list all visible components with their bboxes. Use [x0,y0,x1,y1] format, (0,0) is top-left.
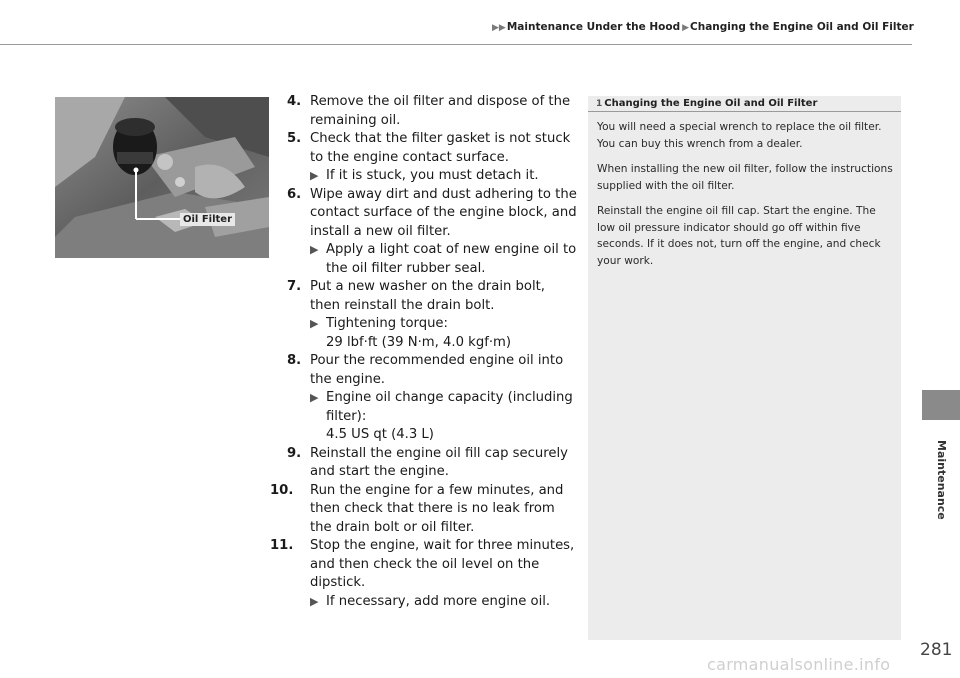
header-divider [0,44,912,45]
watermark: carmanualsonline.info [707,655,891,674]
sidebar-body [588,112,901,269]
section-label: Maintenance [935,440,948,520]
step-11: 11. Stop the engine, wait for three minutes, and then check the oil level on the dipstick. ▶ If necessary, add more engine oil. [287,537,577,611]
instruction-steps [270,93,577,611]
arrow-icon: ▶ [310,243,319,256]
step-5: 5. Check that the filter gasket is not stuck to the engine contact surface. ▶ If it is stuck, you must detach it. [287,130,577,186]
step-note: ▶ Apply a light coat of new engine oil to the oil filter rubber seal. [310,242,577,276]
sidebar-paragraph: You will need a special wrench to replace the oil filter. You can buy this wrench from a dealer. [597,121,882,150]
arrow-icon: ▶ [310,594,319,608]
sidebar-note [588,96,901,640]
sidebar-title: 1 Changing the Engine Oil and Oil Filter [588,96,901,112]
section-tab [922,390,960,420]
chevron-right-icon: ▶▶ [492,23,506,33]
step-9: 9. Reinstall the engine oil fill cap securely and start the engine. [287,445,568,479]
step-4: 4. Remove the oil filter and dispose of the remaining oil. [287,94,571,128]
breadcrumb [492,21,912,33]
sidebar-paragraph: When installing the new oil filter, follow the instructions supplied with the oil filter. [597,163,893,192]
arrow-icon: ▶ [310,169,319,182]
step-10: 10. Run the engine for a few minutes, and then check that there is no leak from the drain bolt or oil filter. [270,482,564,535]
step-7: 7. Put a new washer on the drain bolt, then reinstall the drain bolt. ▶ Tightening torque: 29 lbf·ft (39 N·m, 4.0 kgf·m) [287,278,577,352]
step-6: 6. Wipe away dirt and dust adhering to the contact surface of the engine block, and install a new oil filter. ▶ Apply a light coat of new engine oil to the oil filter rubber seal. [287,186,577,279]
oil-filter-photo [55,97,269,258]
arrow-icon: ▶ [310,391,319,404]
step-note: ▶ Tightening torque: 29 lbf·ft (39 N·m, 4.0 kgf·m) [310,316,512,350]
reference-icon: 1 [596,99,603,109]
step-note: ▶ Engine oil change capacity (including filter): 4.5 US qt (4.3 L) [310,390,573,442]
breadcrumb-page: Changing the Engine Oil and Oil Filter [690,21,914,33]
breadcrumb-section: Maintenance Under the Hood [506,21,681,33]
step-8: 8. Pour the recommended engine oil into the engine. ▶ Engine oil change capacity (including filter): 4.5 US qt (4.3 L) [287,352,577,445]
step-note: ▶ If necessary, add more engine oil. [310,593,577,612]
chevron-right-icon: ▶ [682,23,690,33]
arrow-icon: ▶ [310,317,319,330]
torque-value: 29 lbf·ft (39 N·m, 4.0 kgf·m) [326,334,512,350]
sidebar-paragraph: Reinstall the engine oil fill cap. Start the engine. The low oil pressure indicator should go off within five seconds. If it does not, turn off the engine, and check your work. [597,205,881,267]
step-note: ▶ If it is stuck, you must detach it. [310,167,577,186]
capacity-value: 4.5 US qt (4.3 L) [326,427,434,442]
page-number: 281 [920,640,953,660]
oil-filter-callout: Oil Filter [180,213,235,226]
